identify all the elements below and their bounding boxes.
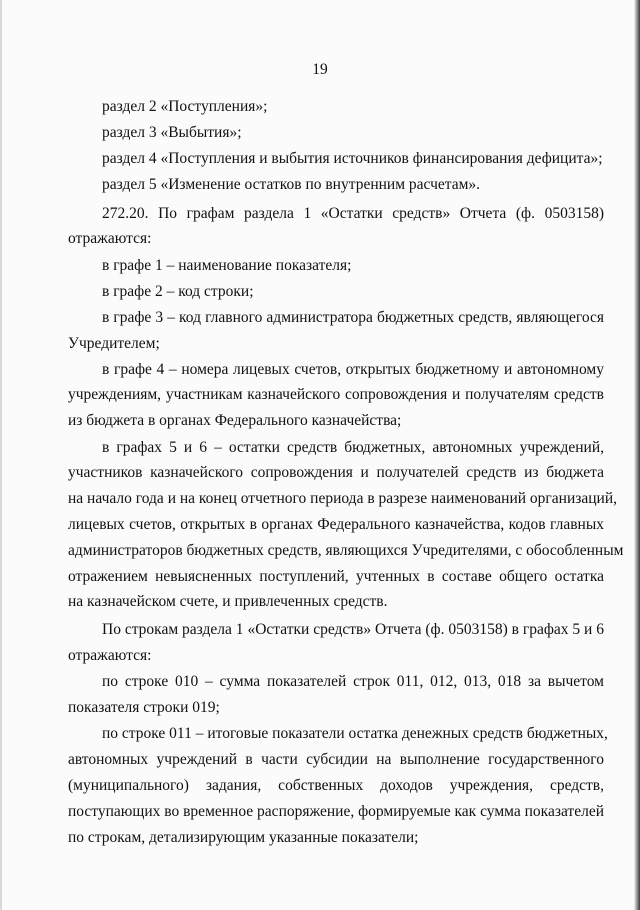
text-line: по строке 010 – сумма показателей строк 011, 012, 013, 018 за вычетом <box>102 673 604 690</box>
text-line: в графе 3 – код главного администратора бюджетных средств, являющегося <box>102 309 604 326</box>
text-line: Учредителем; <box>68 335 160 352</box>
text-line: раздел 4 «Поступления и выбытия источников финансирования дефицита»; <box>102 150 603 167</box>
text-line: поступающих во временное распоряжение, формируемые как сумма показателей <box>68 803 604 820</box>
text-line: (муниципального) задания, собственных доходов учреждения, средств, <box>68 777 604 794</box>
text-line: на казначейском счете, и привлеченных средств. <box>68 593 388 610</box>
text-line: в графе 2 – код строки; <box>102 283 254 300</box>
text-line: отражаются: <box>68 647 152 664</box>
text-line: раздел 3 «Выбытия»; <box>102 124 242 141</box>
text-line: автономных учреждений в части субсидии на выполнение государственного <box>68 751 604 768</box>
scan-left-edge <box>0 0 2 910</box>
text-line: по строкам, детализирующим указанные показатели; <box>68 829 419 846</box>
text-line: на начало года и на конец отчетного периода в разрезе наименований организаций, <box>68 490 618 507</box>
scan-right-edge <box>634 0 640 910</box>
text-line: по строке 011 – итоговые показатели остатка денежных средств бюджетных, <box>102 725 608 742</box>
text-line: участников казначейского сопровождения и получателей средств из бюджета <box>68 464 604 481</box>
text-line: администраторов бюджетных средств, являющихся Учредителями, с обособленным <box>68 542 624 559</box>
text-line: раздел 2 «Поступления»; <box>102 98 268 115</box>
text-line: в графе 1 – наименование показателя; <box>102 257 352 274</box>
page-number: 19 <box>312 61 328 78</box>
text-line: отражением невыясненных поступлений, учтенных в составе общего остатка <box>68 568 604 585</box>
text-line: показателя строки 019; <box>68 699 220 716</box>
text-line: отражаются: <box>68 230 152 247</box>
text-line: из бюджета в органах Федерального казначейства; <box>68 412 402 429</box>
text-line: учреждениям, участникам казначейского сопровождения и получателям средств <box>68 386 604 403</box>
text-line: 272.20. По графам раздела 1 «Остатки средств» Отчета (ф. 0503158) <box>102 205 604 222</box>
text-line: в графе 4 – номера лицевых счетов, открытых бюджетному и автономному <box>102 361 604 378</box>
text-line: лицевых счетов, открытых в органах Федерального казначейства, кодов главных <box>68 516 604 533</box>
text-line: раздел 5 «Изменение остатков по внутренним расчетам». <box>102 176 481 193</box>
text-line: По строкам раздела 1 «Остатки средств» Отчета (ф. 0503158) в графах 5 и 6 <box>102 621 604 638</box>
text-line: в графах 5 и 6 – остатки средств бюджетных, автономных учреждений, <box>102 439 604 456</box>
